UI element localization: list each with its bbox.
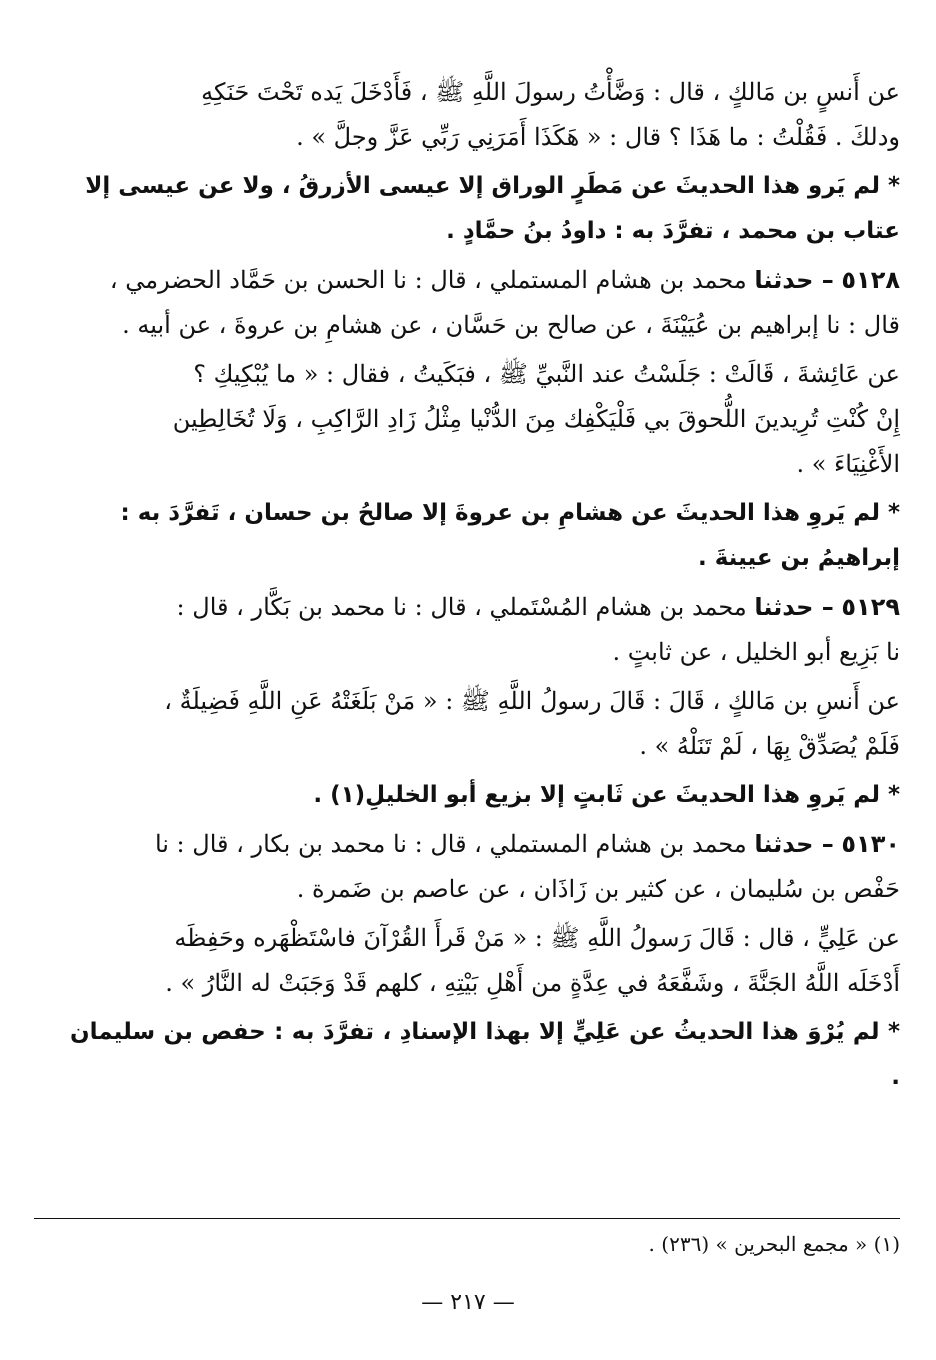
hadith-number: ٥١٣٠ <box>841 830 900 858</box>
isnad-text: محمد بن هشام المستملي ، قال : نا الحسن بن حَمَّاد الحضرمي ، <box>109 266 747 294</box>
commentary-line: * لم يَروِ هذا الحديثَ عن هشامِ بن عروةَ إلا صالحُ بن حسان ، تَفرَّدَ به : <box>120 500 900 526</box>
hadith-text-line: الأَغْنِيَاءَ » . <box>796 450 900 478</box>
hadith-lead: حدثنا <box>754 830 814 858</box>
footnote: (١) « مجمع البحرين » (٢٣٦) . <box>648 1232 900 1256</box>
page-body <box>70 70 900 1100</box>
isnad-line <box>70 258 900 303</box>
isnad-text: محمد بن هشام المستملي ، قال : نا محمد بن بكار ، قال : نا <box>154 830 747 858</box>
hadith-text-line: إِنْ كُنْتِ تُرِيدينَ اللُّحوقَ بي فَلْيَكْفِك مِنَ الدُّنْيا مِثْلُ زَادِ الرَّاكِبِ ، وَلَا تُخَالِطِين <box>172 405 900 433</box>
footnote-divider <box>34 1218 900 1219</box>
isnad-line: قال : نا إبراهيم بن عُيَيْنَةَ ، عن صالح بن حَسَّان ، عن هشامِ بن عروةَ ، عن أبيه . <box>122 311 900 339</box>
commentary-line: عتاب بن محمد ، تفرَّدَ به : داودُ بنُ حمَّادٍ . <box>446 218 900 244</box>
hadith-text-line: عن أَنسٍ بن مَالكٍ ، قال : وَضَّأْتُ رسولَ اللَّهِ ﷺ ، فَأَدْخَلَ يَده تَحْتَ حَنَكِهِ <box>201 78 900 106</box>
isnad-line <box>70 822 900 867</box>
hadith-number: ٥١٢٨ <box>841 266 900 294</box>
hadith-text-line: ودلكَ . فَقُلْتُ : ما هَذَا ؟ قال : « هَكَذَا أَمَرَنِي رَبِّي عَزَّ وجلَّ » . <box>296 123 900 151</box>
hadith-lead: حدثنا <box>754 266 814 294</box>
hadith-text-line: عن عَلِيٍّ ، قال : قَالَ رَسولُ اللَّهِ ﷺ : « مَنْ قَرأَ القُرْآنَ فاسْتَظْهَره وحَفِظَه <box>174 924 900 952</box>
hadith-lead: حدثنا <box>754 593 814 621</box>
commentary-line: * لم يَروِ هذا الحديثَ عن ثَابتٍ إلا بزيع أبو الخليلِ(١) . <box>313 782 900 808</box>
hadith-text-line: عن أَنسِ بن مَالكٍ ، قَالَ : قَالَ رسولُ اللَّهِ ﷺ : « مَنْ بَلَغَتْهُ عَنِ اللَّهِ فَضِيلَةٌ ، <box>164 687 900 715</box>
hadith-dash: – <box>813 266 834 294</box>
hadith-number: ٥١٢٩ <box>841 593 900 621</box>
hadith-text-line: عن عَائِشةَ ، قَالَتْ : جَلَسْتُ عند النَّبيِّ ﷺ ، فبَكَيتُ ، فقال : « ما يُبْكِيكِ ؟ <box>193 360 900 388</box>
page-number: — ٢١٧ — <box>421 1290 515 1315</box>
isnad-line: حَفْص بن سُليمان ، عن كثير بن زَاذَان ، عن عاصم بن ضَمرة . <box>296 875 900 903</box>
commentary-line: * لم يَرو هذا الحديثَ عن مَطَرٍ الوراق إلا عيسى الأزرقُ ، ولا عن عيسى إلا <box>85 173 900 199</box>
isnad-line <box>70 585 900 630</box>
isnad-text: محمد بن هشام المُسْتَملي ، قال : نا محمد بن بَكَّار ، قال : <box>176 593 747 621</box>
hadith-text-line: فَلَمْ يُصَدِّقْ بِهَا ، لَمْ تَنَلْهُ » . <box>639 732 900 760</box>
isnad-line: نا بَزِيع أبو الخليل ، عن ثابتٍ . <box>612 638 900 666</box>
hadith-text-line: أَدْخَلَه اللَّهُ الجَنَّةَ ، وشَفَّعَهُ في عِدَّةٍ من أَهْلِ بَيْتِهِ ، كلهم قَدْ وَجَبَتْ له النَّارُ » . <box>165 969 900 997</box>
hadith-dash: – <box>813 593 834 621</box>
commentary-line: إبراهيمُ بن عيينةَ . <box>697 545 900 571</box>
commentary-line: * لم يُرْوَ هذا الحديثُ عن عَلِيٍّ إلا بهذا الإسنادِ ، تفرَّدَ به : حفص بن سليمان . <box>70 1019 900 1090</box>
hadith-dash: – <box>813 830 834 858</box>
